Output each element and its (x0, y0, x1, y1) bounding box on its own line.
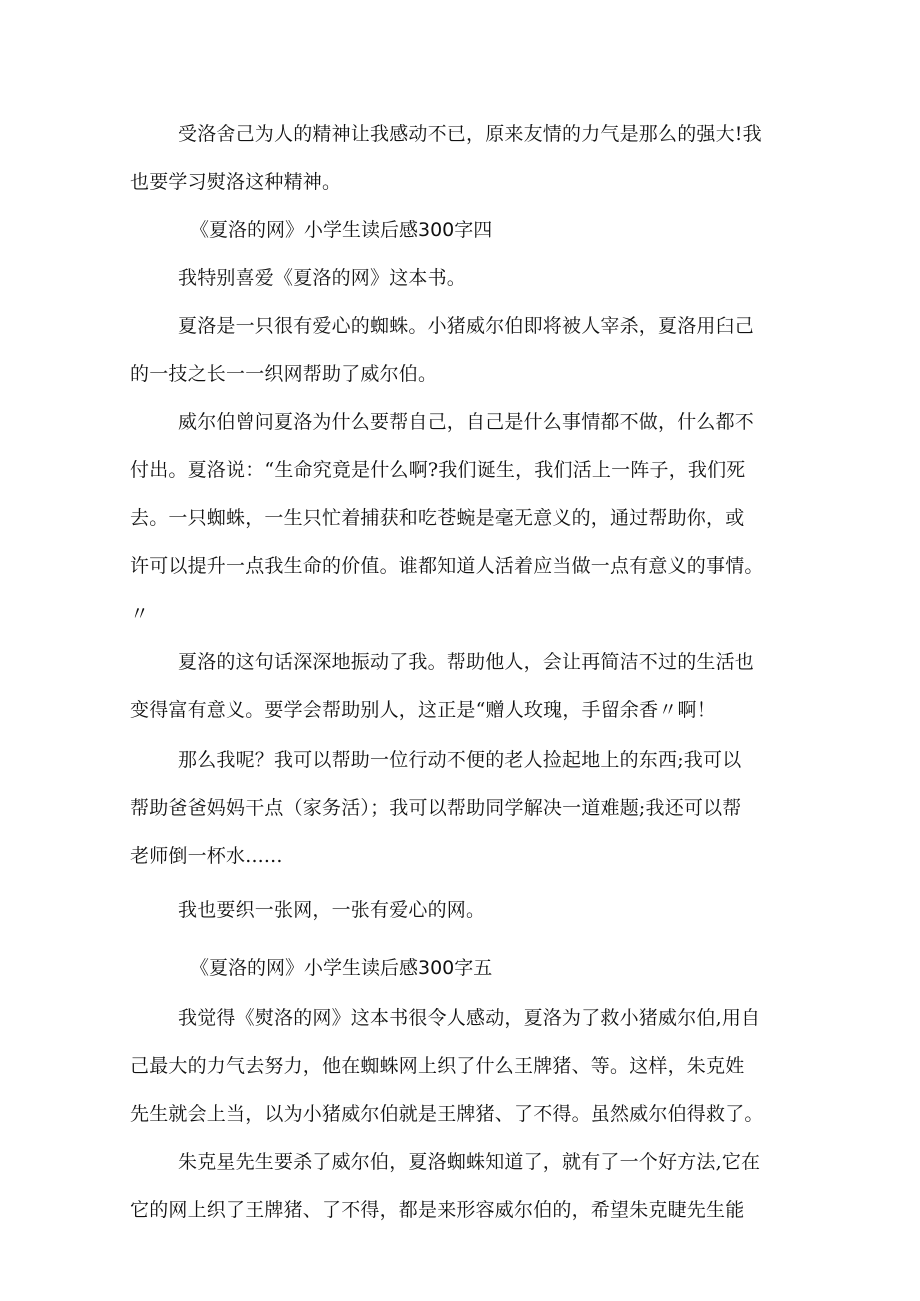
paragraph-line: 夏洛是一只很有爱心的蜘蛛。小猪威尔伯即将被人宰杀，夏洛用臼己 (178, 315, 755, 337)
paragraph-2 (130, 254, 810, 302)
paragraph-line: 的一技之长一一织网帮助了威尔伯。 (130, 363, 438, 385)
paragraph-line: 我特别喜爱《夏洛的网》这本书。 (178, 267, 467, 289)
paragraph-3 (130, 302, 810, 398)
paragraph-4 (130, 398, 810, 638)
paragraph-line: 朱克星先生要杀了威尔伯，夏洛蜘蛛知道了，就有了一个好方法,它在 (178, 1151, 761, 1173)
paragraph-line: 我也要织一张网，一张有爱心的网。 (178, 899, 486, 921)
paragraph-line: 它的网上织了王牌猪、了不得，都是来形容威尔伯的，希望朱克睫先生能 (130, 1199, 745, 1221)
paragraph-line: 帮助爸爸妈妈干点（家务活）；我可以帮助同学解决一道难题;我还可以帮 (130, 797, 742, 819)
paragraph-line: 也要学习熨洛这种精神。 (130, 171, 342, 193)
paragraph-line: 去。一只蜘蛛，一生只忙着捕获和吃苍蜿是毫无意义的，通过帮助你，或 (130, 507, 745, 529)
paragraph-line: 老师倒一杯水...... (130, 845, 283, 867)
paragraph-9 (130, 1138, 810, 1234)
paragraph-line: 我觉得《熨洛的网》这本书很令人感动，夏洛为了救小猪威尔伯,用自 (178, 1007, 761, 1029)
paragraph-8 (130, 994, 810, 1138)
paragraph-line: 夏洛的这句话深深地振动了我。帮助他人，会让再简洁不过的生活也 (178, 651, 755, 673)
paragraph-6 (130, 736, 810, 880)
paragraph-line: 付出。夏洛说：“生命究竟是什么啊?我们诞生，我们活上一阵子，我们死 (130, 459, 746, 481)
section-heading-5: 《夏洛的网》小学生读后感300字五 (190, 957, 493, 979)
paragraph-line: 受洛舍己为人的精神让我感动不已，原来友情的力气是那么的强大!我 (178, 123, 762, 145)
paragraph-line: 变得富有意义。要学会帮助别人，这正是“赠人玫瑰，手留余香〃啊！ (130, 699, 716, 721)
paragraph-line: 威尔伯曾问夏洛为什么要帮自己，自己是什么事情都不做，什么都不 (178, 411, 755, 433)
paragraph-1 (130, 110, 810, 206)
paragraph-5 (130, 638, 810, 734)
paragraph-line: 己最大的力气去努力，他在蜘蛛网上织了什么王牌猪、等。这样，朱克姓 (130, 1055, 745, 1077)
section-heading-4: 《夏洛的网》小学生读后感300字四 (190, 219, 493, 241)
paragraph-line: 先生就会上当，以为小猪威尔伯就是王牌猪、了不得。虽然威尔伯得救了。 (130, 1103, 764, 1125)
paragraph-7 (130, 886, 810, 934)
paragraph-line: 那么我呢？我可以帮助一位行动不便的老人捡起地上的东西;我可以 (178, 749, 742, 771)
paragraph-line: 〃 (130, 603, 150, 625)
paragraph-line: 许可以提升一点我生命的价值。谁都知道人活着应当做一点有意义的事情。 (130, 555, 764, 577)
